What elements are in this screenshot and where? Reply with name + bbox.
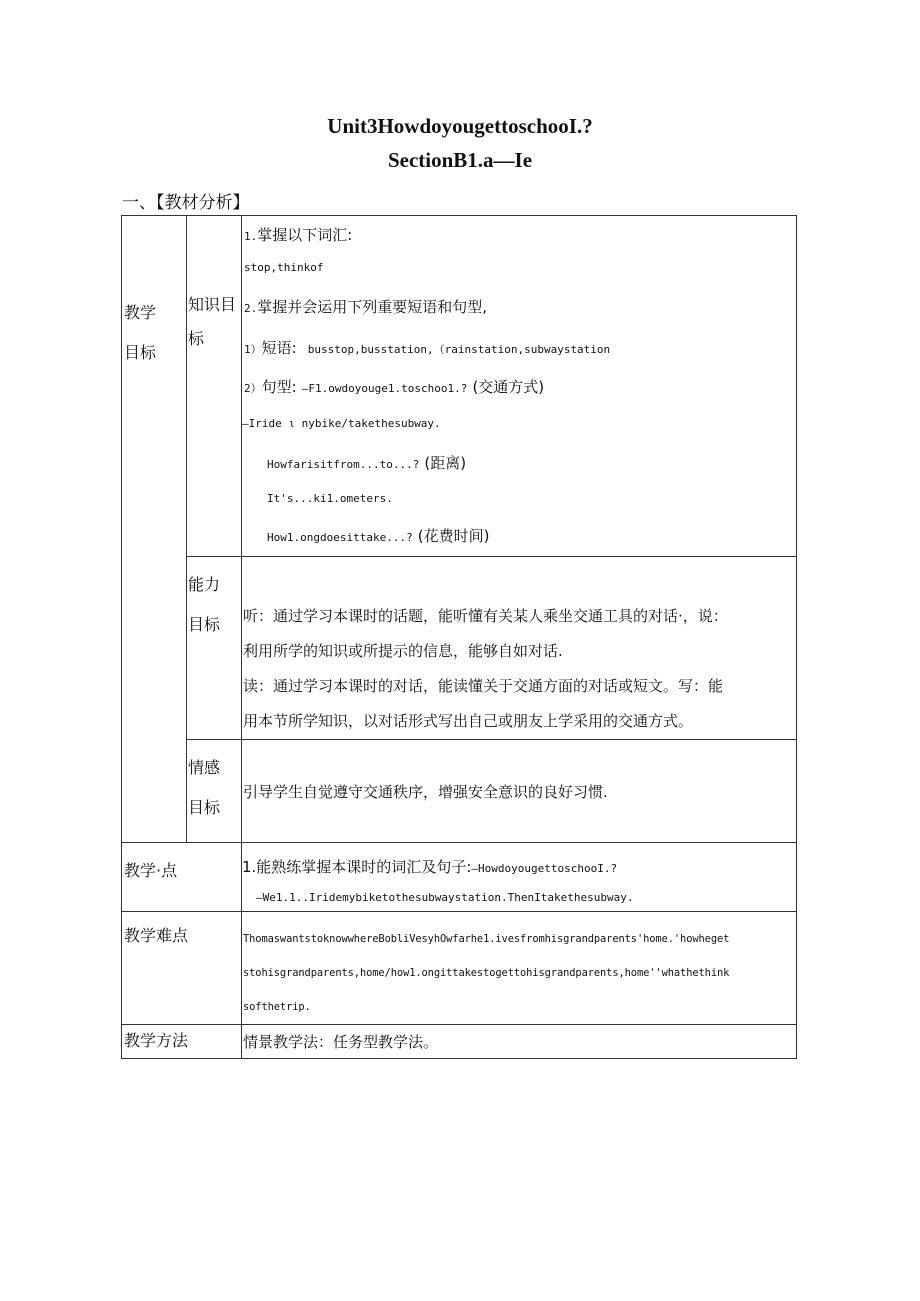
phrase-heading: 掌握并会运用下列重要短语和句型,	[257, 298, 488, 316]
emotion-content: 引导学生自觉遵守交通秩序，增强安全意识的良好习惯.	[242, 740, 797, 843]
difficulties-content: ThomaswantstoknowwhereBobliVesyhOwfarhe1.ivesfromhisgrandparents'home.'howheget stohisgrandparents,home/how1.ongittakestogettohisgrandparents,home''whathethink softhetrip.	[242, 912, 797, 1025]
emotion-label: 情感	[188, 758, 221, 777]
phrases: busstop,busstation,（rainstation,subwaystation	[307, 343, 611, 356]
knowledge-label-cell: 知识目 标	[187, 216, 242, 557]
vocab-heading: 掌握以下词汇:	[257, 226, 353, 244]
ability-label: 能力	[188, 575, 221, 594]
emotion-label-cell: 情感 目标	[187, 740, 242, 843]
methods-content: 情景教学法：任务型教学法。	[242, 1025, 797, 1059]
key-points-label: 教学·点	[124, 861, 178, 880]
ability-label-cell: 能力 目标	[187, 557, 242, 740]
row-knowledge	[122, 216, 797, 557]
key-points-content: 1.能熟练掌握本课时的词汇及句子:—HowdoyougettoschooI.? —We1.1..Iridemybiketothesubwaystation.ThenItakethesubway.	[242, 843, 797, 912]
difficulties-label-cell	[122, 912, 242, 1025]
row-key-points	[122, 843, 797, 912]
vocab-words: stop,thinkof	[244, 261, 324, 274]
knowledge-content: 1.掌握以下词汇: stop,thinkof 2.掌握并会运用下列重要短语和句型, 1）短语: busstop,busstation,（rainstation,subwaystation 2）句型: —F1.owdoyouge1.toschoo1.? (交通方式) —Iride ι nybike/takethesubway. Howfarisitfrom...to...? (距离) It's...ki1.ometers. How1.ongdoesittake...? (花费时间)	[242, 216, 797, 557]
section-heading: 一、【教材分析】	[122, 193, 250, 213]
pattern-km: It's...ki1.ometers.	[267, 492, 393, 505]
row-ability	[122, 557, 797, 740]
row-methods	[122, 1025, 797, 1059]
title-line-2: SectionB1.a—Ie	[387, 148, 533, 172]
methods-label-cell	[122, 1025, 242, 1059]
knowledge-label: 知识目	[188, 295, 237, 314]
pattern-transport: —F1.owdoyouge1.toschoo1.?	[301, 382, 468, 395]
pattern-answer: —Iride ι nybike/takethesubway.	[242, 417, 441, 430]
objectives-label-cell: 教学 目标	[122, 216, 187, 843]
lesson-plan-table	[121, 215, 797, 1059]
row-emotion	[122, 740, 797, 843]
pattern-time: How1.ongdoesittake...?	[267, 531, 413, 544]
key-points-label-cell	[122, 843, 242, 912]
objectives-label: 教学	[124, 303, 157, 322]
methods-label: 教学方法	[124, 1031, 189, 1050]
title-line-1: Unit3HowdoyougettoschooI.?	[327, 114, 593, 138]
pattern-distance: Howfarisitfrom...to...?	[267, 458, 420, 471]
row-difficulties	[122, 912, 797, 1025]
ability-content: 听：通过学习本课时的话题，能听懂有关某人乘坐交通工具的对话·，说： 利用所学的知识或所提示的信息，能够自如对话. 读：通过学习本课时的对话，能读懂关于交通方面的对话或短文。写：能 用本节所学知识，以对话形式写出自己或朋友上学采用的交通方式。	[242, 557, 797, 740]
difficulties-label: 教学难点	[124, 926, 189, 945]
